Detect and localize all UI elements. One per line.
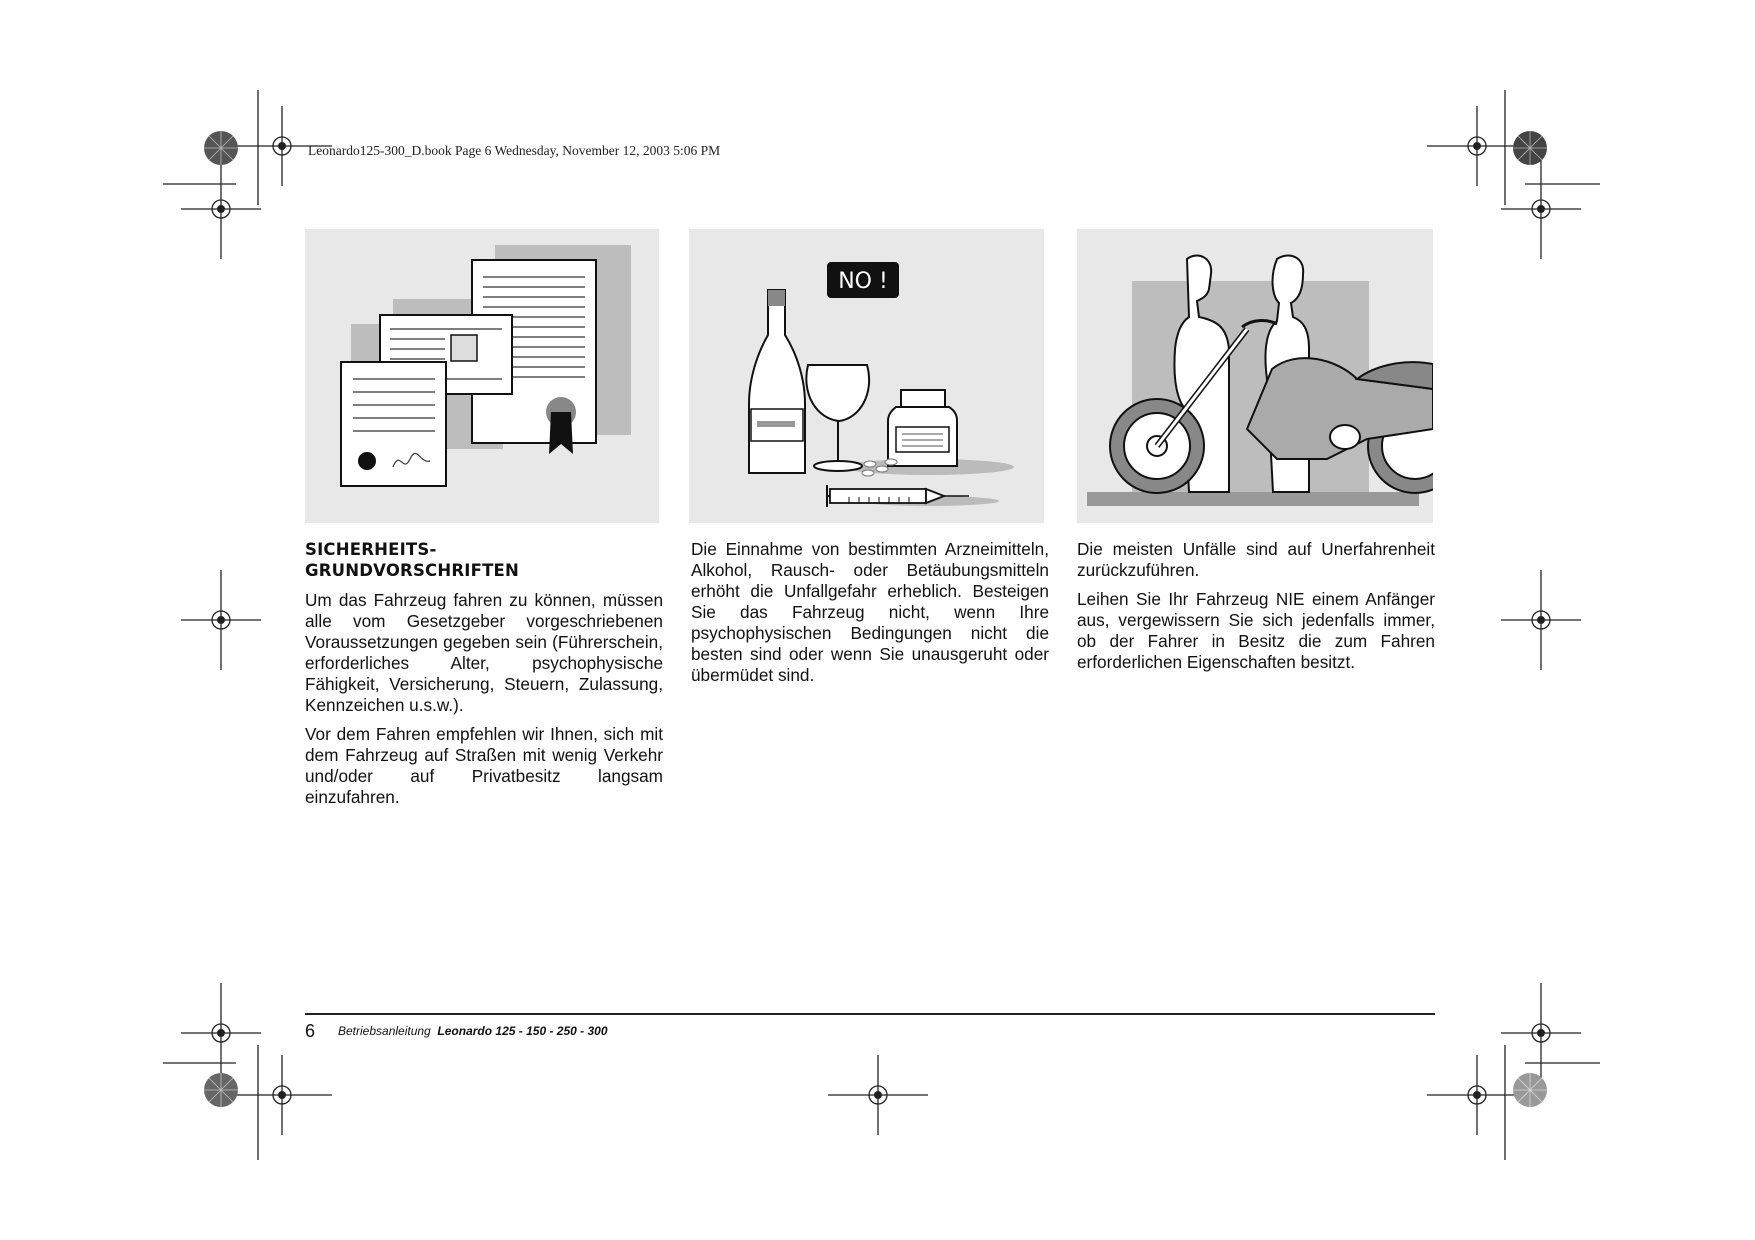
paragraph: Die meisten Unfälle sind auf Unerfahrenheit zurückzuführen. xyxy=(1077,539,1435,580)
section-title-line2: GRUNDVORSCHRIFTEN xyxy=(305,561,520,580)
footer-rule xyxy=(305,1013,1435,1015)
footer-model-label: Leonardo 125 - 150 - 250 - 300 xyxy=(437,1024,608,1038)
paragraph: Leihen Sie Ihr Fahrzeug NIE einem Anfänger aus, vergewissern Sie sich jedenfalls immer, ob der Fahrer in Besitz die zum Fahren erforderlichen Eigenschaften besitzt. xyxy=(1077,589,1435,672)
page-number: 6 xyxy=(305,1021,316,1041)
alcohol-drugs-illustration xyxy=(689,229,1044,523)
text-column-medication-alcohol xyxy=(691,539,1049,694)
motorcycle-handover-illustration xyxy=(1077,229,1433,523)
text-column-inexperience xyxy=(1077,539,1435,681)
paragraph: Die Einnahme von bestimmten Arzneimitteln, Alkohol, Rausch- oder Betäubungsmitteln erhöht die Unfallgefahr erheblich. Besteigen Sie das Fahrzeug nicht, wenn Ihre psychophysischen Bedingungen nicht die besten sind oder wenn Sie unausgeruht oder übermüdet sind. xyxy=(691,539,1049,685)
footer-manual-label: Betriebsanleitung xyxy=(338,1024,431,1038)
book-header-line: Leonardo125-300_D.book Page 6 Wednesday, November 12, 2003 5:06 PM xyxy=(308,143,721,158)
paragraph: Um das Fahrzeug fahren zu können, müssen alle vom Gesetzgeber vorgeschriebenen Voraussetzungen gegeben sein (Führerschein, erforderliches Alter, psychophysische Fähigkeit, Versicherung, Steuern, Zulassung, Kennzeichen u.s.w.). xyxy=(305,590,663,715)
footer-manual-title xyxy=(338,1024,608,1038)
section-title-line1: SICHERHEITS- xyxy=(305,540,437,559)
section-title xyxy=(305,539,663,581)
paragraph: Vor dem Fahren empfehlen wir Ihnen, sich mit dem Fahrzeug auf Straßen mit wenig Verkehr und/oder auf Privatbesitz langsam einzufahren. xyxy=(305,724,663,807)
no-sign-text: NO ! xyxy=(838,269,888,294)
text-column-safety-rules xyxy=(305,539,663,816)
documents-illustration xyxy=(305,229,659,523)
